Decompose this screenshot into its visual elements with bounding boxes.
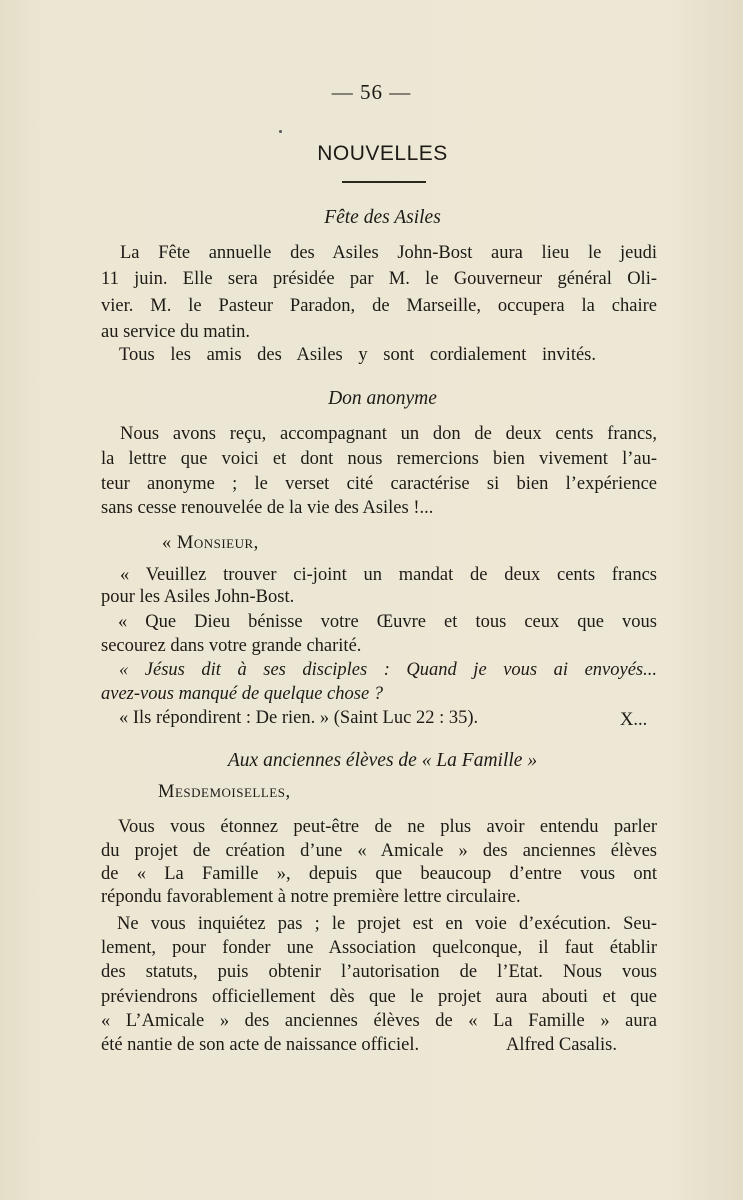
section-title: NOUVELLES (317, 142, 448, 165)
paragraph-line: Vous vous étonnez peut-être de ne plus avoir entendu parler (118, 817, 657, 837)
article-heading-famille: Aux anciennes élèves de « La Famille » (227, 750, 538, 771)
letter-line: secourez dans votre grande charité. (101, 636, 362, 656)
paragraph-line: La Fête annuelle des Asiles John-Bost aura lieu le jeudi (120, 243, 657, 263)
scripture-quote-line: avez-vous manqué de quelque chose ? (101, 684, 384, 704)
letter-salutation: Mesdemoiselles, (158, 782, 291, 802)
paragraph-line: la lettre que voici et dont nous remercions bien vivement l’au- (101, 449, 657, 469)
paragraph-line: des statuts, puis obtenir l’autorisation de l’Etat. Nous vous (101, 962, 657, 982)
letter-salutation: « Monsieur, (162, 533, 259, 553)
paragraph-line: lement, pour fonder une Association quelconque, il faut établir (101, 938, 657, 958)
paragraph-line: Ne vous inquiétez pas ; le projet est en voie d’exécution. Seu- (117, 914, 657, 934)
paragraph-line: du projet de création d’une « Amicale » des anciennes élèves (101, 841, 657, 861)
paragraph-line: « L’Amicale » des anciennes élèves de « La Famille » aura (101, 1011, 657, 1031)
print-speck (279, 130, 282, 133)
author-signature: Alfred Casalis. (506, 1035, 617, 1055)
paragraph-line: de « La Famille », depuis que beaucoup d’entre vous ont (101, 864, 657, 884)
paragraph-line: 11 juin. Elle sera présidée par M. le Gouverneur général Oli- (101, 269, 657, 289)
paragraph-line: sans cesse renouvelée de la vie des Asiles !... (101, 498, 434, 518)
letter-line: pour les Asiles John-Bost. (101, 587, 295, 607)
paragraph-line: Tous les amis des Asiles y sont cordialement invités. (119, 345, 596, 365)
article-heading-fete: Fête des Asiles (324, 207, 441, 228)
letter-signature: X... (620, 710, 648, 730)
paragraph-line: préviendrons officiellement dès que le projet aura abouti et que (101, 987, 657, 1007)
title-rule (342, 181, 426, 183)
paragraph-line: répondu favorablement à notre première lettre circulaire. (101, 887, 521, 907)
letter-line: « Veuillez trouver ci-joint un mandat de deux cents francs (120, 565, 657, 585)
scripture-quote-line: « Jésus dit à ses disciples : Quand je vous ai envoyés... (119, 660, 657, 680)
paragraph-line: vier. M. le Pasteur Paradon, de Marseille, occupera la chaire (101, 296, 657, 316)
paragraph-line: teur anonyme ; le verset cité caractérise si bien l’expérience (101, 474, 657, 494)
letter-line: « Que Dieu bénisse votre Œuvre et tous ceux que vous (118, 612, 657, 632)
paragraph-line: au service du matin. (101, 322, 250, 342)
page-number: — 56 — (331, 80, 412, 104)
article-heading-don: Don anonyme (328, 388, 437, 409)
scripture-reference-line: « Ils répondirent : De rien. » (Saint Luc 22 : 35). (119, 708, 479, 728)
paragraph-line: Nous avons reçu, accompagnant un don de deux cents francs, (120, 424, 657, 444)
paragraph-line: été nantie de son acte de naissance officiel. (101, 1035, 420, 1055)
